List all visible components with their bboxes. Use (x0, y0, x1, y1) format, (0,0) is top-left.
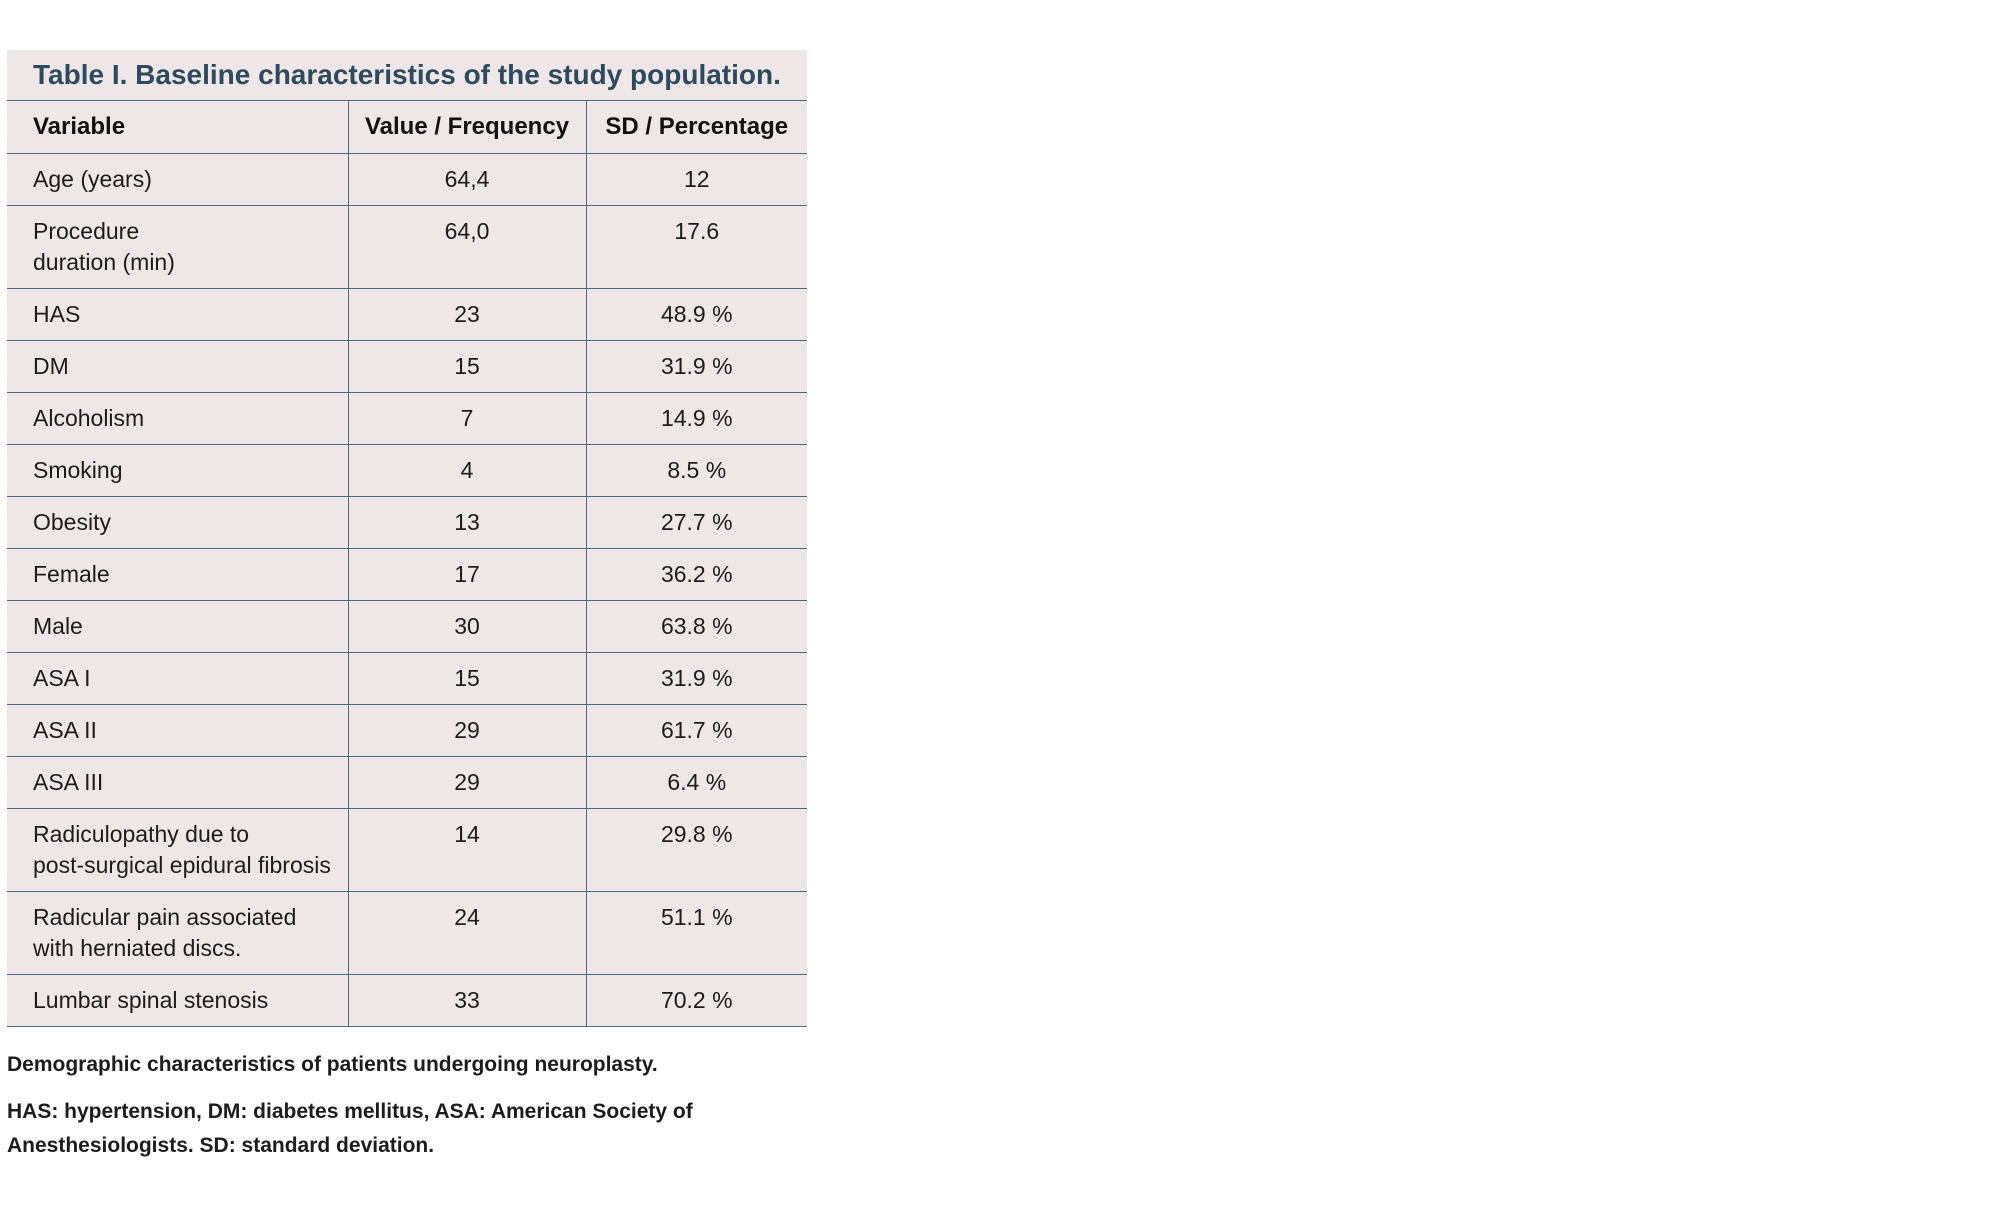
cell-sd: 63.8 % (586, 600, 807, 652)
abbreviations-line: HAS: hypertension, DM: diabetes mellitus, ASA: American Society of (7, 1100, 693, 1123)
variable-line: ASA II (33, 716, 97, 743)
table-row (7, 340, 807, 392)
cell-variable (7, 392, 348, 444)
variable-line: Radicular pain associated (33, 903, 297, 930)
cell-value: 30 (348, 600, 586, 652)
variable-line: Radiculopathy due to (33, 820, 250, 847)
cell-variable (7, 288, 348, 340)
table-row (7, 153, 807, 205)
cell-sd: 31.9 % (586, 340, 807, 392)
cell-variable (7, 548, 348, 600)
table-row (7, 548, 807, 600)
cell-variable (7, 340, 348, 392)
variable-line: ASA III (33, 768, 104, 795)
table-header-row (7, 101, 807, 153)
table-row (7, 205, 807, 288)
table-row (7, 652, 807, 704)
variable-line: Male (33, 612, 83, 639)
cell-sd: 12 (586, 153, 807, 205)
cell-value: 29 (348, 704, 586, 756)
table-row (7, 704, 807, 756)
cell-sd: 27.7 % (586, 496, 807, 548)
cell-variable (7, 756, 348, 808)
header-variable: Variable (7, 101, 348, 153)
variable-line: Lumbar spinal stenosis (33, 986, 269, 1013)
header-sd-percentage: SD / Percentage (586, 101, 807, 153)
cell-value: 13 (348, 496, 586, 548)
cell-sd: 6.4 % (586, 756, 807, 808)
cell-value: 4 (348, 444, 586, 496)
cell-variable (7, 153, 348, 205)
cell-value: 33 (348, 974, 586, 1026)
variable-line: with herniated discs. (33, 934, 242, 961)
cell-sd: 70.2 % (586, 974, 807, 1026)
abbreviations-note (7, 1095, 767, 1163)
variable-line: duration (min) (33, 248, 175, 275)
cell-sd: 14.9 % (586, 392, 807, 444)
table-caption: Demographic characteristics of patients undergoing neuroplasty. (7, 1053, 658, 1076)
cell-variable (7, 704, 348, 756)
cell-value: 7 (348, 392, 586, 444)
baseline-characteristics-table (7, 101, 807, 1027)
cell-variable (7, 496, 348, 548)
cell-variable (7, 974, 348, 1026)
variable-line: DM (33, 352, 69, 379)
cell-value: 14 (348, 808, 586, 891)
table-row (7, 974, 807, 1026)
variable-line: Procedure (33, 217, 140, 244)
variable-line: Smoking (33, 456, 123, 483)
table-row (7, 392, 807, 444)
cell-value: 17 (348, 548, 586, 600)
table-row (7, 444, 807, 496)
cell-value: 15 (348, 652, 586, 704)
header-value-frequency: Value / Frequency (348, 101, 586, 153)
table-row (7, 891, 807, 974)
table-row (7, 288, 807, 340)
cell-value: 15 (348, 340, 586, 392)
table-row (7, 496, 807, 548)
variable-line: Alcoholism (33, 404, 145, 431)
cell-value: 23 (348, 288, 586, 340)
variable-line: Female (33, 560, 110, 587)
cell-variable (7, 600, 348, 652)
variable-line: ASA I (33, 664, 91, 691)
cell-sd: 36.2 % (586, 548, 807, 600)
table-row (7, 600, 807, 652)
cell-sd: 17.6 (586, 205, 807, 288)
table-notes (7, 1048, 767, 1163)
table-title: Table I. Baseline characteristics of the study population. (7, 50, 807, 101)
table-row (7, 808, 807, 891)
baseline-table-block (7, 50, 807, 1027)
cell-variable (7, 808, 348, 891)
variable-line: HAS (33, 300, 81, 327)
cell-value: 24 (348, 891, 586, 974)
variable-line: post-surgical epidural fibrosis (33, 851, 331, 878)
cell-sd: 29.8 % (586, 808, 807, 891)
abbreviations-line: Anesthesiologists. SD: standard deviation. (7, 1134, 435, 1157)
cell-sd: 8.5 % (586, 444, 807, 496)
cell-sd: 48.9 % (586, 288, 807, 340)
table-row (7, 756, 807, 808)
cell-variable (7, 891, 348, 974)
cell-value: 64,4 (348, 153, 586, 205)
variable-line: Age (years) (33, 165, 152, 192)
cell-sd: 31.9 % (586, 652, 807, 704)
cell-sd: 51.1 % (586, 891, 807, 974)
cell-variable (7, 652, 348, 704)
cell-value: 64,0 (348, 205, 586, 288)
cell-sd: 61.7 % (586, 704, 807, 756)
cell-variable (7, 444, 348, 496)
cell-variable (7, 205, 348, 288)
cell-value: 29 (348, 756, 586, 808)
variable-line: Obesity (33, 508, 111, 535)
